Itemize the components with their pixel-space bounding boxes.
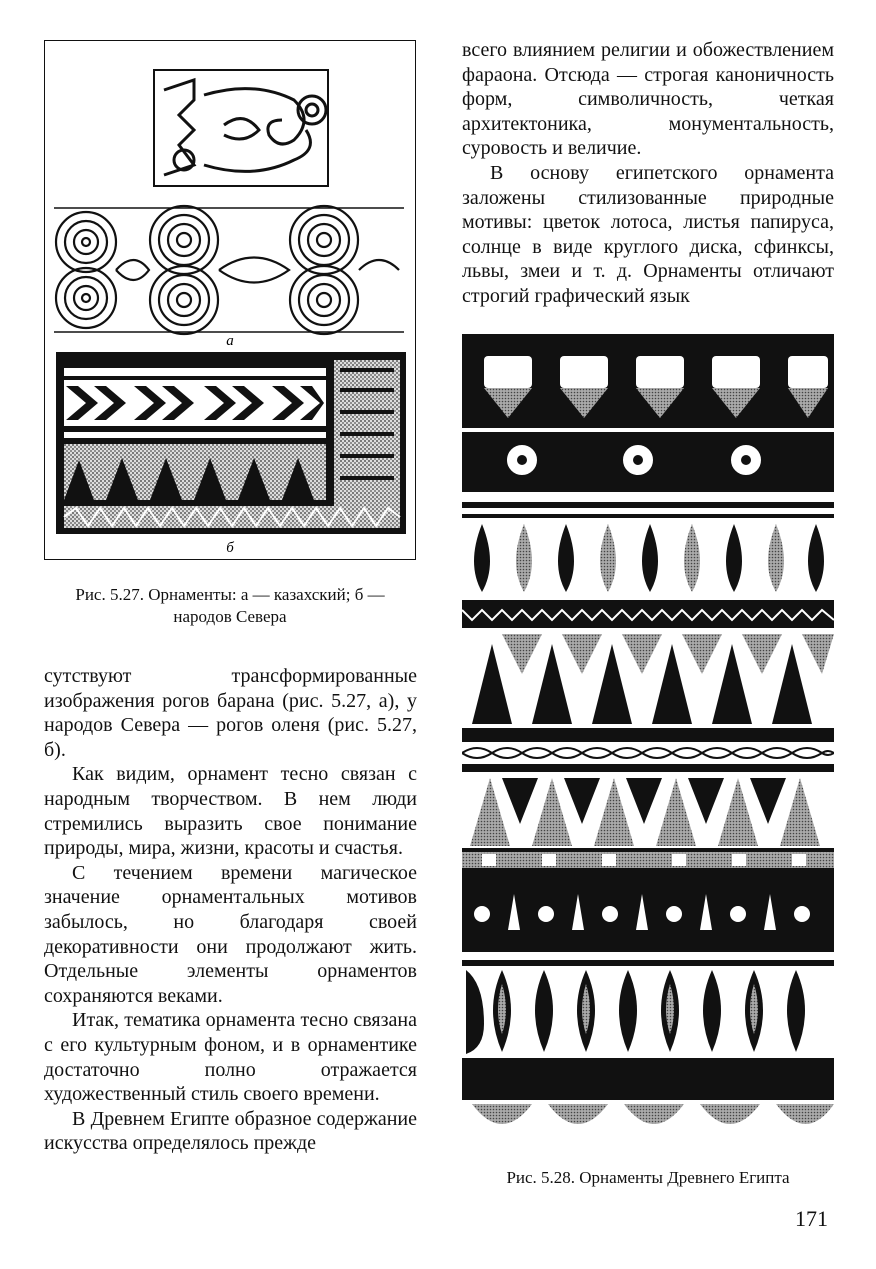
figure-5-27-caption xyxy=(40,584,420,628)
figure-5-27 xyxy=(44,40,416,560)
kazakh-ram-horn-panel xyxy=(154,70,328,186)
left-paragraph-3: С течением времени магическое значение орнаментальных мотивов забылось, но благодаря своей декоративности они продолжают жить. Отдельные элементы орнаментов сохраняются веками. xyxy=(44,861,417,1007)
caption-line-1: Рис. 5.27. Орнаменты: а — казахский; б — xyxy=(75,585,385,604)
figure-5-28 xyxy=(462,334,834,1148)
caption-line-2: народов Севера xyxy=(173,607,287,626)
label-b: б xyxy=(226,540,234,556)
right-column-text xyxy=(462,38,834,309)
egyptian-band-4 xyxy=(462,628,834,728)
right-paragraph-2: В основу египетского орнамента заложены стилизованные природные мотивы: цветок лотоса, листья папируса, солнце в виде круглого диска, сфинксы, львы, змеи и т. д. Орнаменты отличают строгий графический язык xyxy=(462,161,834,307)
left-paragraph-5: В Древнем Египте образное содержание искусства определялось прежде xyxy=(44,1107,417,1155)
left-paragraph-2: Как видим, орнамент тесно связан с народным творчеством. В нем люди стремились выразить свое понимание природы, мира, жизни, красоты и счастья. xyxy=(44,763,417,860)
right-paragraph-1: всего влиянием религии и обожествлением фараона. Отсюда — строгая каноничность форм, символичность, четкая архитектоника, монументальность, суровость и величие. xyxy=(462,39,834,160)
egyptian-band-9 xyxy=(462,1072,834,1148)
left-paragraph-1: сутствуют трансформированные изображения рогов барана (рис. 5.27, а), у народов Севера — рогов оленя (рис. 5.27, б). xyxy=(44,665,417,761)
northern-ornament-panel xyxy=(56,352,406,534)
egyptian-band-6 xyxy=(462,772,834,868)
left-paragraph-4: Итак, тематика орнамента тесно связана с его культурным фоном, и в орнаментике достаточно полно отражается художественный стиль своего времени. xyxy=(44,1009,417,1106)
figure-5-28-caption: Рис. 5.28. Орнаменты Древнего Египта xyxy=(506,1168,790,1187)
label-a: а xyxy=(226,333,234,349)
left-column-text xyxy=(44,664,417,1156)
egyptian-band-5 xyxy=(462,742,834,764)
page-number: 171 xyxy=(795,1206,828,1231)
kazakh-spiral-band xyxy=(54,206,404,334)
egyptian-band-8 xyxy=(462,966,834,1058)
